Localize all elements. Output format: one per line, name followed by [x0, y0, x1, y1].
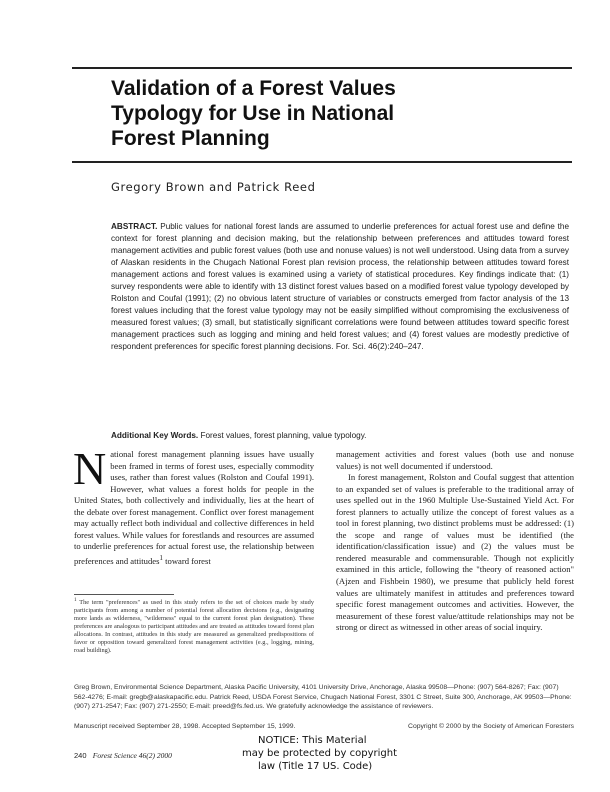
body-col1-text: ational forest management planning issues have usually been framed in terms of forest uses, especially commodity uses, rather than forest values (Rolston and Coufal 1991). However, what values a forest holds for people in the United States, both collectively and individually, lies at the heart of the debate over forest management. Conflict over forest management may actually reflect both individual and collective differences in held forest values. While values for forestlands and resources are assumed to underlie preferences for actual forest use, the relationship between preferences and attitudes	[74, 449, 314, 566]
abstract-text: Public values for national forest lands are assumed to underlie preferences for actual forest use and define the context for forest planning and decision making, but the relationship between preferences and attitudes toward forest management activities and public forest values (both use and nonuse values) is not well understood. Using data from a survey of Alaskan residents in the Chugach National Forest plan revision process, the relationship between attitudes toward forest management actions and forest values is examined using a variety of statistical procedures. Key findings indicate that: (1) survey respondents were able to identify with 13 distinct forest values based on a modified forest value typology developed by Rolston and Coufal (1991); (2) no obvious latent structure of variables or constructs emerged from factor analysis of the 13 forest values including that the forest value typology may not be easily simplified without compromising the exclusiveness of measured forest values; (3) small, but statistically significant correlations were found between attitudes toward specific forest management practices such as logging and mining and held forest values; and (4) forest values are modestly predictive of respondent preferences for specific forest planning decisions. For. Sci. 46(2):240–247.	[111, 222, 570, 351]
drop-cap: N	[73, 443, 107, 494]
journal-name: Forest Science 46(2) 2000	[92, 751, 172, 760]
footnote-marker: 1	[159, 553, 163, 562]
footnote	[74, 597, 314, 654]
copyright-line: Copyright © 2000 by the Society of American Foresters	[408, 723, 574, 730]
top-rule	[72, 67, 572, 69]
manuscript-received: Manuscript received September 28, 1998. Accepted September 15, 1999.	[74, 723, 296, 730]
footnote-rule	[74, 594, 174, 595]
keywords-text: Forest values, forest planning, value typology.	[200, 431, 367, 440]
manuscript-info	[74, 723, 574, 730]
body-col2-paragraph-2: In forest management, Rolston and Coufal suggest that attention to an expanded set of values is preferable to the traditional array of uses spelled out in the 1960 Multiple Use-Sustained Yield Act. For forest planners to actually utilize the concept of forest values as a tool in forest planning, two distinct problems must be addressed: (1) the scope and range of values must be identified (the identification/classification issue) and (2) the values must be rendered measurable and commensurable. Though not explicitly examined in this article, following the "theory of reasoned action" (Ajzen and Fishbein 1980), we presume that publicly held forest values are ultimately manifest in attitudes and preferences toward specific forest management outcomes and activities. However, the measurement of these forest value/attitude relationships may not be strong or direct as witnessed in other areas of social inquiry.	[336, 472, 574, 633]
notice-line-1: NOTICE: This Material	[258, 735, 367, 746]
abstract-block	[111, 221, 569, 353]
keywords-block	[111, 431, 569, 440]
title-line-3: Forest Planning	[111, 127, 270, 150]
author-affiliation: Greg Brown, Environmental Science Department, Alaska Pacific University, 4101 University Drive, Anchorage, Alaska 99508—Phone: (907) 564-8267; Fax: (907) 562-4276; E-mail: gregb@alaskapacific.edu. Patrick Reed, USDA Forest Service, Chugach National Forest, 3301 C Street, Suite 300, Anchorage, AK 99503—Phone: (907) 271-2547; Fax: (907) 271-2550; E-mail: preed@fs.fed.us. We gratefully acknowledge the assistance of reviewers.	[74, 684, 572, 711]
abstract-label: ABSTRACT.	[111, 222, 158, 231]
article-title	[111, 76, 501, 151]
notice-line-2: may be protected by copyright	[242, 748, 397, 759]
title-divider-rule	[72, 161, 572, 163]
notice-line-3: law (Title 17 US. Code)	[258, 761, 373, 772]
footnote-text: The term "preferences" as used in this study refers to the set of choices made by study participants from among a number of potential forest allocation decisions (e.g., designating more lands as wilderness, "wilderness" equal to the current forest plan designation). These preferences are analogous to participant attitudes and are treated as attitudes toward forest plan allocations. In contrast, attitudes in this study are measured as generalized predispositions of favor or opposition toward generalized forest management activities (e.g., logging, mining, road building).	[74, 599, 314, 654]
author-line: Gregory Brown and Patrick Reed	[111, 180, 316, 194]
page-number: 240	[74, 751, 87, 760]
body-column-2	[336, 449, 574, 634]
keywords-label: Additional Key Words.	[111, 431, 199, 440]
title-line-1: Validation of a Forest Values	[111, 77, 396, 100]
copyright-notice-stamp	[238, 734, 438, 773]
body-col2-paragraph-1: management activities and forest values (both use and nonuse values) is not well documented if understood.	[336, 449, 574, 471]
footnote-number: 1	[74, 597, 77, 603]
body-column-1	[73, 443, 314, 567]
title-line-2: Typology for Use in National	[111, 102, 395, 125]
body-col1-tail: toward forest	[163, 555, 211, 566]
page-footer	[74, 751, 172, 760]
